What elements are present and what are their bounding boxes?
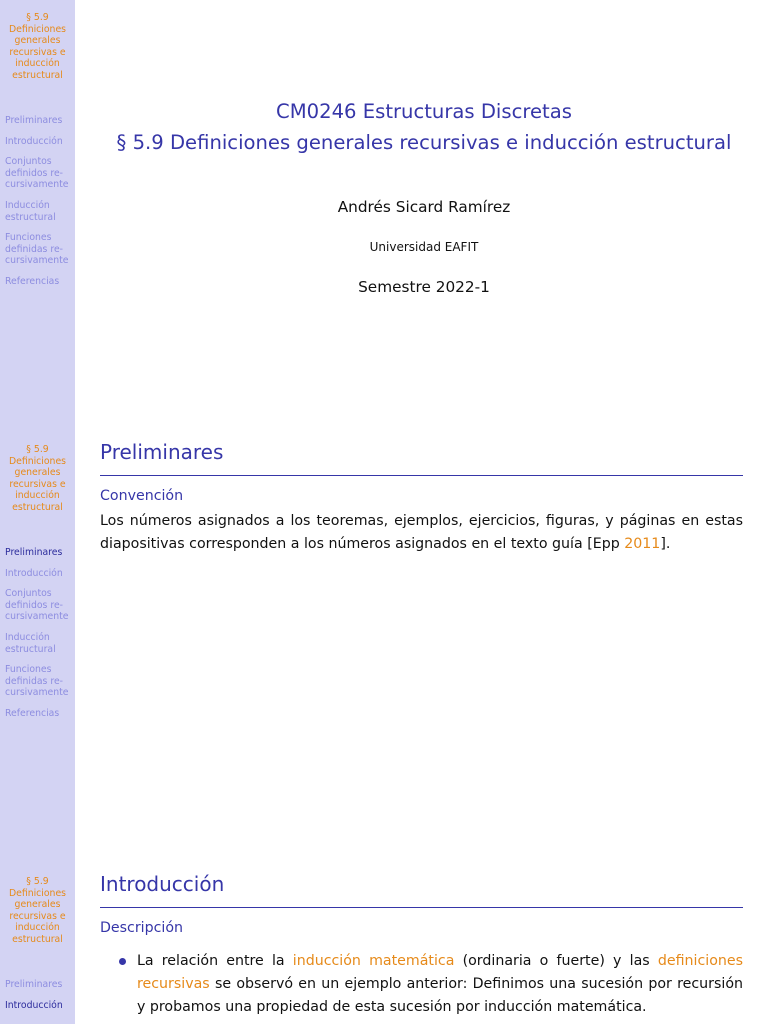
list-item: La relación entre la inducción matemática (ordinaria o fuerte) y las definiciones recursivas se observó en un ejemplo anterior: Definimos una sucesión por recursión y probamos una propiedad de esta sucesión por inducción matemática. bbox=[100, 950, 743, 1019]
slide-introduccion bbox=[0, 864, 768, 1024]
sidebar-item-preliminares[interactable]: Preliminares bbox=[5, 979, 63, 990]
sidebar-item-introduccion[interactable]: Introducción bbox=[5, 567, 63, 579]
sidebar-item-referencias[interactable]: Referencias bbox=[5, 275, 60, 287]
frame-title: Preliminares bbox=[100, 440, 224, 464]
citation-link[interactable]: 2011 bbox=[624, 536, 661, 552]
sidebar bbox=[0, 864, 75, 1024]
block-title-descripcion: Descripción bbox=[100, 920, 184, 936]
convencion-text: Los números asignados a los teoremas, ejemplos, ejercicios, figuras, y páginas en estas diapositivas corresponden a los números asignados en el texto guía [Epp 2011]. bbox=[100, 513, 743, 552]
sidebar-item-referencias[interactable]: Referencias bbox=[5, 707, 60, 719]
highlight-term: inducción matemática bbox=[292, 953, 455, 969]
course-title: CM0246 Estructuras Discretas bbox=[276, 100, 572, 123]
sidebar-item-introduccion[interactable]: Introducción bbox=[5, 999, 63, 1011]
title-rule bbox=[100, 907, 743, 908]
author-name: Andrés Sicard Ramírez bbox=[337, 198, 511, 216]
slide-title-page bbox=[0, 0, 768, 432]
sidebar-section-title[interactable]: § 5.9 Definiciones generales recursivas e inducción estructural bbox=[8, 444, 67, 513]
title-rule bbox=[100, 475, 743, 476]
sidebar bbox=[0, 432, 75, 864]
sidebar-item-funciones[interactable]: Funciones definidas re- cursivamente bbox=[5, 232, 69, 267]
sidebar-nav bbox=[5, 547, 73, 729]
frame-title: Introducción bbox=[100, 872, 225, 896]
sidebar-item-preliminares[interactable]: Preliminares bbox=[5, 115, 63, 126]
sidebar-nav bbox=[5, 115, 73, 297]
sidebar-section-title[interactable]: § 5.9 Definiciones generales recursivas e inducción estructural bbox=[8, 12, 67, 81]
bullet-list bbox=[100, 950, 743, 1019]
section-title: § 5.9 Definiciones generales recursivas e inducción estructural bbox=[116, 131, 732, 154]
block-title-convencion: Convención bbox=[100, 488, 184, 504]
sidebar-item-induccion-estructural[interactable]: Inducción estructural bbox=[5, 199, 56, 223]
sidebar-item-induccion-estructural[interactable]: Inducción estructural bbox=[5, 631, 56, 655]
semester-date: Semestre 2022-1 bbox=[358, 278, 490, 296]
sidebar-item-conjuntos[interactable]: Conjuntos definidos re- cursivamente bbox=[5, 588, 69, 623]
sidebar bbox=[0, 0, 75, 432]
institute-name: Universidad EAFIT bbox=[369, 240, 479, 254]
highlight-term: definiciones recursivas bbox=[137, 953, 743, 992]
sidebar-item-funciones[interactable]: Funciones definidas re- cursivamente bbox=[5, 664, 69, 699]
sidebar-item-introduccion[interactable]: Introducción bbox=[5, 135, 63, 147]
sidebar-nav bbox=[5, 979, 73, 1020]
bullet-icon bbox=[119, 958, 126, 965]
sidebar-section-title[interactable]: § 5.9 Definiciones generales recursivas e inducción estructural bbox=[8, 876, 67, 945]
slide-preliminares bbox=[0, 432, 768, 864]
sidebar-item-preliminares[interactable]: Preliminares bbox=[5, 547, 63, 558]
sidebar-item-conjuntos[interactable]: Conjuntos definidos re- cursivamente bbox=[5, 156, 69, 191]
presentation-title bbox=[80, 96, 768, 158]
